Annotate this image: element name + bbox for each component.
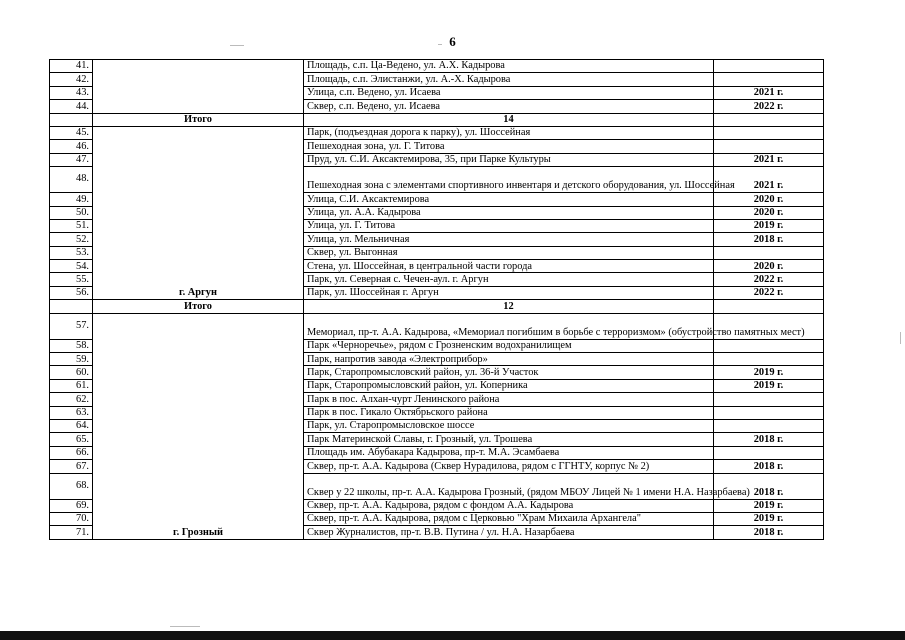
row-number: 63. (50, 406, 93, 419)
object-name: Мемориал, пр-т. А.А. Кадырова, «Мемориал погибшим в борьбе с терроризмом» (обустройство памятных мест) (304, 313, 714, 339)
object-name: Парк «Черноречье», рядом с Грозненским водохранилищем (304, 339, 714, 352)
object-name: Парк, напротив завода «Электроприбор» (304, 353, 714, 366)
year-cell: 2020 г. (714, 206, 824, 219)
object-name: Пешеходная зона, ул. Г. Титова (304, 140, 714, 153)
row-number: 53. (50, 246, 93, 259)
row-number: 64. (50, 419, 93, 432)
object-name: Парк Материнской Славы, г. Грозный, ул. Трошева (304, 433, 714, 446)
object-name: Сквер, пр-т. А.А. Кадырова, рядом с Церковью "Храм Михаила Архангела" (304, 512, 714, 525)
object-name: Пешеходная зона с элементами спортивного инвентаря и детского оборудования, ул. Шоссейная (304, 167, 714, 193)
row-number: 60. (50, 366, 93, 379)
total-value: 14 (304, 113, 714, 126)
year-cell: 2021 г. (714, 86, 824, 99)
object-name: Пруд, ул. С.И. Аксактемирова, 35, при Парке Культуры (304, 153, 714, 166)
row-number: 41. (50, 60, 93, 73)
row-number: 65. (50, 433, 93, 446)
year-cell: 2020 г. (714, 260, 824, 273)
scan-speck (438, 44, 442, 45)
total-year-cell (714, 113, 824, 126)
municipality-cell: г. Аргун (93, 126, 304, 299)
object-name: Улица, ул. А.А. Кадырова (304, 206, 714, 219)
row-number: 56. (50, 286, 93, 299)
year-cell: 2021 г. (714, 167, 824, 193)
row-number: 58. (50, 339, 93, 352)
total-label: Итого (93, 113, 304, 126)
year-cell (714, 126, 824, 139)
year-cell: 2020 г. (714, 193, 824, 206)
scan-speck (900, 332, 901, 344)
row-number: 43. (50, 86, 93, 99)
row-number: 47. (50, 153, 93, 166)
year-cell: 2019 г. (714, 499, 824, 512)
object-name: Парк в пос. Алхан-чурт Ленинского района (304, 393, 714, 406)
registry-table (49, 59, 824, 540)
scan-bottom-edge (0, 631, 905, 640)
scan-speck (170, 626, 200, 627)
total-num-cell (50, 300, 93, 313)
object-name: Улица, С.И. Аксактемирова (304, 193, 714, 206)
object-name: Сквер у 22 школы, пр-т. А.А. Кадырова Грозный, (рядом МБОУ Лицей № 1 имени Н.А. Назарбаева) (304, 473, 714, 499)
object-name: Сквер, пр-т. А.А. Кадырова, рядом с фондом А.А. Кадырова (304, 499, 714, 512)
object-name: Сквер Журналистов, пр-т. В.В. Путина / ул. Н.А. Назарбаева (304, 526, 714, 539)
object-name: Парк, ул. Шоссейная г. Аргун (304, 286, 714, 299)
row-number: 66. (50, 446, 93, 459)
object-name: Сквер, с.п. Ведено, ул. Исаева (304, 100, 714, 113)
row-number: 44. (50, 100, 93, 113)
total-label: Итого (93, 300, 304, 313)
object-name: Парк в пос. Гикало Октябрьского района (304, 406, 714, 419)
municipality-cell (93, 60, 304, 114)
total-row (50, 300, 824, 313)
year-cell: 2018 г. (714, 233, 824, 246)
row-number: 42. (50, 73, 93, 86)
object-name: Улица, ул. Мельничная (304, 233, 714, 246)
registry-table-body (50, 60, 824, 540)
row-number: 46. (50, 140, 93, 153)
object-name: Парк, Старопромысловский район, ул. 36-й Участок (304, 366, 714, 379)
row-number: 55. (50, 273, 93, 286)
object-name: Улица, с.п. Ведено, ул. Исаева (304, 86, 714, 99)
total-year-cell (714, 300, 824, 313)
object-name: Парк, Старопромысловский район, ул. Коперника (304, 379, 714, 392)
year-cell (714, 393, 824, 406)
object-name: Парк, (подъездная дорога к парку), ул. Шоссейная (304, 126, 714, 139)
year-cell: 2022 г. (714, 286, 824, 299)
object-name: Сквер, ул. Выгонная (304, 246, 714, 259)
year-cell (714, 73, 824, 86)
row-number: 68. (50, 473, 93, 499)
year-cell: 2022 г. (714, 100, 824, 113)
year-cell: 2018 г. (714, 473, 824, 499)
object-name: Стена, ул. Шоссейная, в центральной части города (304, 260, 714, 273)
year-cell: 2018 г. (714, 460, 824, 473)
year-cell: 2018 г. (714, 433, 824, 446)
year-cell: 2019 г. (714, 219, 824, 232)
year-cell: 2019 г. (714, 379, 824, 392)
municipality-cell: г. Грозный (93, 313, 304, 539)
year-cell: 2019 г. (714, 512, 824, 525)
total-num-cell (50, 113, 93, 126)
table-row (50, 60, 824, 73)
row-number: 71. (50, 526, 93, 539)
table-row (50, 313, 824, 339)
table-row (50, 126, 824, 139)
row-number: 59. (50, 353, 93, 366)
object-name: Парк, ул. Северная с. Чечен-аул. г. Аргун (304, 273, 714, 286)
year-cell (714, 406, 824, 419)
total-row (50, 113, 824, 126)
year-cell: 2019 г. (714, 366, 824, 379)
year-cell: 2018 г. (714, 526, 824, 539)
year-cell: 2021 г. (714, 153, 824, 166)
year-cell (714, 353, 824, 366)
object-name: Площадь, с.п. Элистанжи, ул. А.-Х. Кадырова (304, 73, 714, 86)
page-number: 6 (449, 34, 456, 49)
row-number: 52. (50, 233, 93, 246)
object-name: Площадь им. Абубакара Кадырова, пр-т. М.А. Эсамбаева (304, 446, 714, 459)
year-cell: 2022 г. (714, 273, 824, 286)
row-number: 54. (50, 260, 93, 273)
row-number: 50. (50, 206, 93, 219)
year-cell (714, 446, 824, 459)
year-cell (714, 140, 824, 153)
year-cell (714, 419, 824, 432)
year-cell (714, 339, 824, 352)
row-number: 49. (50, 193, 93, 206)
row-number: 70. (50, 512, 93, 525)
object-name: Сквер, пр-т. А.А. Кадырова (Сквер Нурадилова, рядом с ГГНТУ, корпус № 2) (304, 460, 714, 473)
object-name: Парк, ул. Старопромысловское шоссе (304, 419, 714, 432)
year-cell (714, 246, 824, 259)
row-number: 69. (50, 499, 93, 512)
row-number: 61. (50, 379, 93, 392)
row-number: 48. (50, 167, 93, 193)
object-name: Площадь, с.п. Ца-Ведено, ул. А.Х. Кадырова (304, 60, 714, 73)
total-value: 12 (304, 300, 714, 313)
object-name: Улица, ул. Г. Титова (304, 219, 714, 232)
row-number: 62. (50, 393, 93, 406)
scan-speck (230, 45, 244, 46)
row-number: 67. (50, 460, 93, 473)
row-number: 45. (50, 126, 93, 139)
row-number: 51. (50, 219, 93, 232)
row-number: 57. (50, 313, 93, 339)
year-cell (714, 60, 824, 73)
